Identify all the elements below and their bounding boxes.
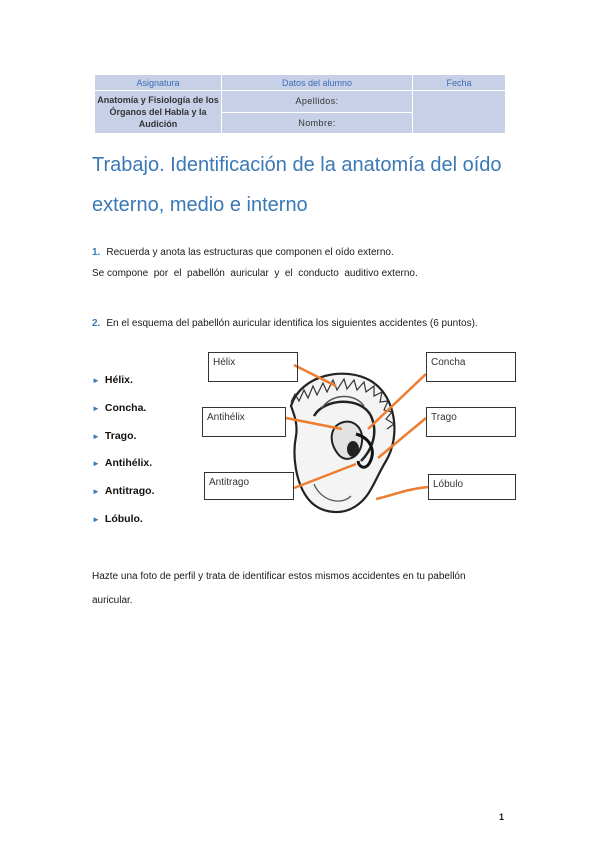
page-title: Trabajo. Identificación de la anatomía del oído externo, medio e interno [92,154,502,216]
ear-diagram [196,346,526,526]
bullet-triangle-icon: ► [92,487,100,497]
question-2 [92,312,492,336]
student-header: Datos del alumno [222,75,413,91]
label-antihelix: Antihélix [202,407,286,437]
label-concha: Concha [426,352,516,382]
surnames-field[interactable]: Apellidos: [222,91,413,113]
list-item: ► Hélix. [92,374,133,386]
accidents-list [92,374,155,541]
list-item: ► Antihélix. [92,457,153,470]
label-helix: Hélix [208,352,298,382]
list-item: ► Antitrago. [92,485,155,498]
date-field[interactable] [413,91,506,134]
list-item: ► Trago. [92,429,137,442]
bullet-triangle-icon: ► [92,376,100,385]
bullet-triangle-icon: ► [92,403,100,413]
question-2-number: 2. [92,318,101,329]
ear-canal-shape [347,441,359,457]
date-header: Fecha [413,75,506,91]
list-item: ► Lóbulo. [92,512,143,525]
subject-header: Asignatura [95,75,222,91]
label-antitrago: Antitrago [204,472,294,500]
label-lobulo: Lóbulo [428,474,516,500]
question-1-answer: Se compone por el pabellón auricular y el conducto auditivo externo. [92,268,418,279]
bullet-triangle-icon: ► [92,459,100,469]
subject-value: Anatomía y Fisiología de los Órganos del Habla y la Audición [95,91,222,134]
pointer-lobulo [376,487,428,499]
page-number: 1 [499,812,505,822]
name-field[interactable]: Nombre: [222,112,413,134]
question-1-text: Recuerda y anota las estructuras que componen el oído externo. [106,247,394,258]
question-1 [92,247,394,258]
header-table [94,74,506,134]
question-1-number: 1. [92,247,101,258]
bullet-triangle-icon: ► [92,514,100,524]
question-2-text: En el esquema del pabellón auricular identifica los siguientes accidentes (6 puntos). [106,318,478,329]
bullet-triangle-icon: ► [92,431,100,441]
closing-instruction: Hazte una foto de perfil y trata de identificar estos mismos accidentes en tu pabellón auricular. [92,571,466,606]
label-trago: Trago [426,407,516,437]
list-item: ► Concha. [92,401,147,414]
